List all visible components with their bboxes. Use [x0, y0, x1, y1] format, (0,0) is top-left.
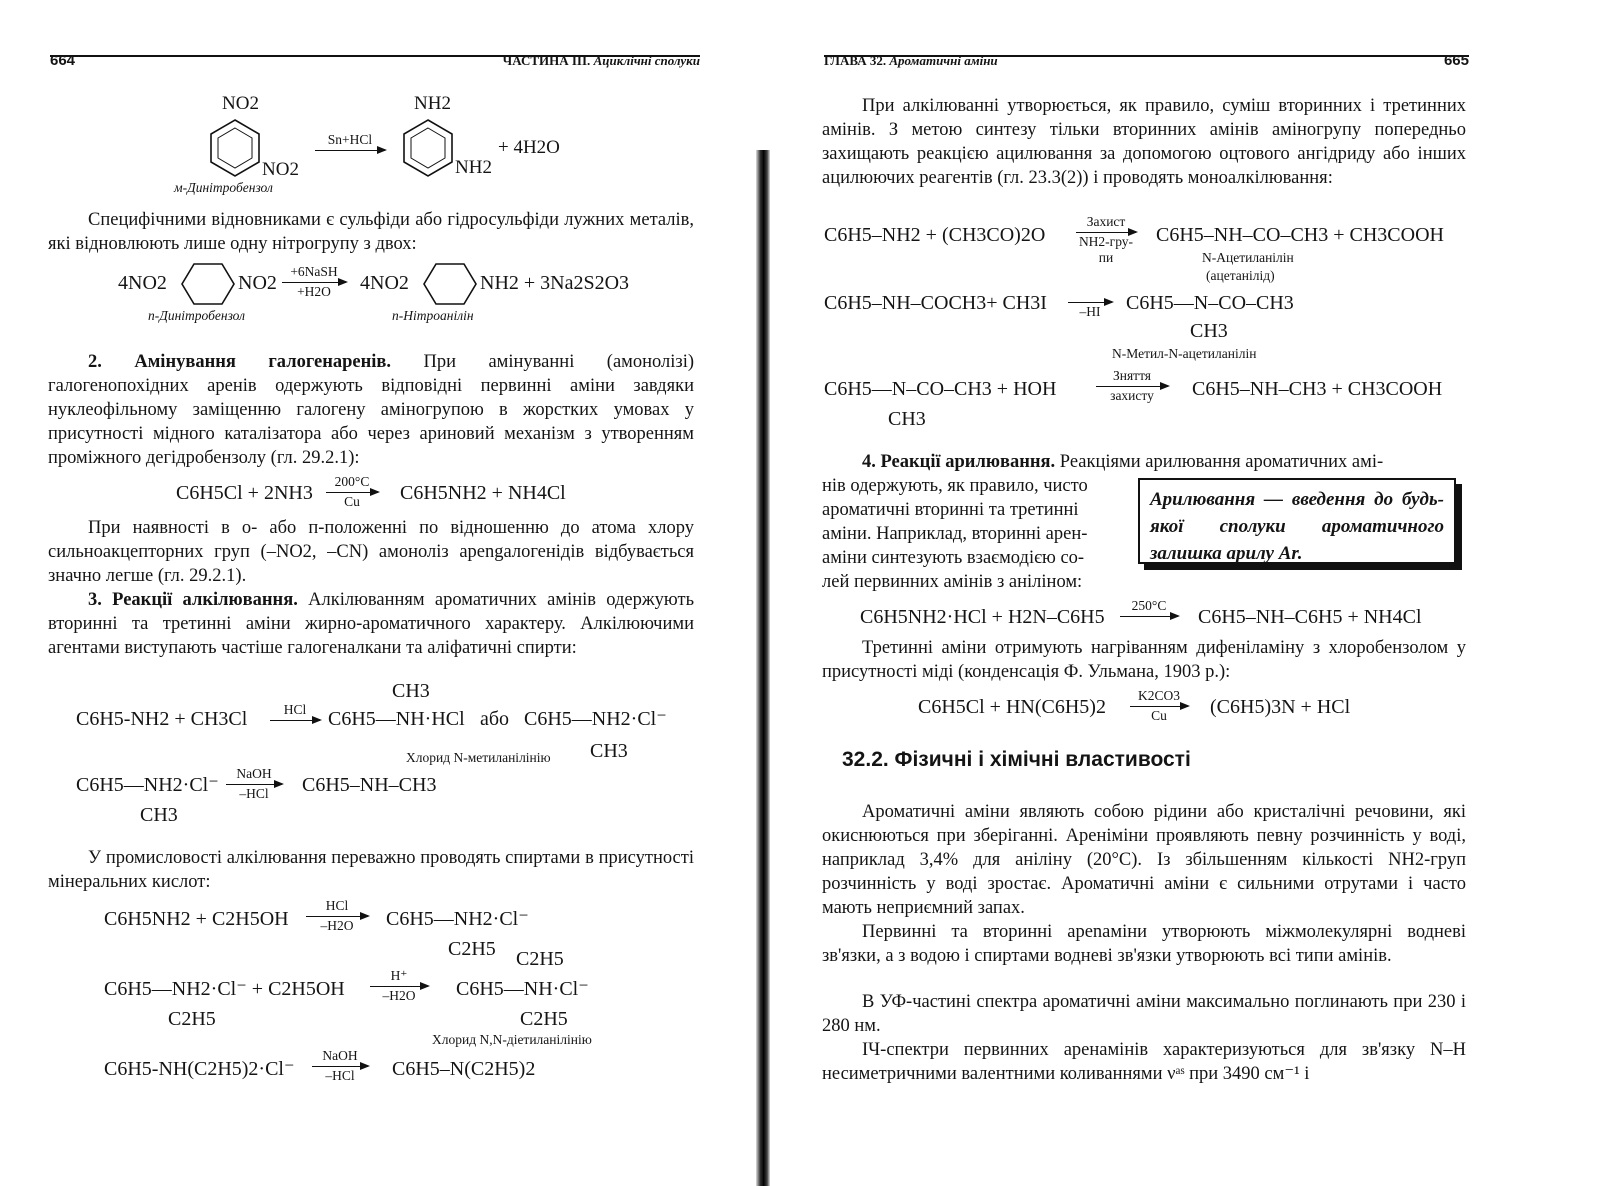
r3-right: C6H5–NH–CH3 + CH3COOH — [1192, 378, 1443, 400]
reaction-arrow — [312, 1066, 368, 1067]
section4-title: 4. Реакції арилювання. — [862, 452, 1056, 472]
reaction-arrow — [1076, 232, 1136, 233]
ind1-right-bottom: C2H5 — [448, 938, 496, 960]
ind1-top: HCl — [325, 898, 349, 913]
reaction-arrow — [315, 150, 385, 151]
ar2-right: (C6H5)3N + HCl — [1210, 696, 1351, 718]
section4-line: аміни. Наприклад, вторинні арен- — [822, 524, 1088, 544]
nitro-reactant-left: 4NO2 — [118, 272, 167, 294]
r1-right: C6H5–NH–CO–CH3 + CH3COOH — [1156, 224, 1444, 246]
alk1-right-bottom: CH3 — [590, 740, 628, 762]
ind2-left-bottom: C2H5 — [168, 1008, 216, 1030]
ind3-top: NaOH — [322, 1048, 358, 1063]
r2-caption: N-Метил-N-ацетиланілін — [1112, 346, 1257, 361]
ind2-right-top: C2H5 — [516, 948, 564, 970]
dinitro-byproduct: + 4H2O — [498, 137, 560, 158]
para-specific: Специфічними відновниками є сульфіди або гідросульфіди лужних металів, які відновлюють лише одну нітрогрупу з двох: — [48, 210, 694, 254]
r3-top: Зняття — [1112, 368, 1152, 383]
r1-caption1: N-Ацетиланілін — [1202, 250, 1294, 265]
alk1-caption: Хлорид N-метиланілінію — [406, 750, 551, 765]
right-running-title: ГЛАВА 32. Ароматичні аміни — [824, 53, 998, 68]
alk1-reagent: HCl — [283, 702, 307, 717]
alk1-mid-top: CH3 — [392, 680, 430, 702]
para-phys2: Первинні та вторинні ареnаміни утворюють міжмолекулярні водневі зв'язки, а з водою і спиртами водневі зв'язки утворюють всі типи амінів. — [822, 922, 1466, 966]
para-alkyl: При алкілюванні утворюється, як правило, суміш вторинних і третинних амінів. З метою синтезу тільки вторинних амінів аміногрупу попередньо захищають реакцією ацилювання за допомогою оцтового ангідриду або інших ацилюючих реагентів (гл. 23.3(2)) і проводять моноалкілювання: — [822, 96, 1466, 188]
ar2-bottom: Cu — [1151, 708, 1167, 723]
section3-paragraph: 3. Реакції алкілювання. Алкілюванням ароматичних амінів одержують вторинні та третинні аміни жирно-ароматичного характеру. Алкілюючими агентами виступають частіше галогеналкани та аліфатичні спирти: — [48, 590, 695, 658]
nitro-reagent-bottom: +H2O — [297, 284, 331, 299]
section-title: 32.2. Фізичні і хімічні властивості — [842, 748, 1191, 771]
nitro-caption-left: п-Динітробензол — [148, 308, 245, 323]
para-phys3: В УФ-частині спектра ароматичні аміни максимально поглинають при 230 і 280 нм. — [822, 992, 1466, 1036]
ind2-top: H⁺ — [390, 968, 408, 983]
r2-left: C6H5–NH–COCH3+ CH3I — [824, 292, 1047, 314]
ind3-left: C6H5-NH(C2H5)2·Cl⁻ — [104, 1058, 295, 1080]
ar2-left: C6H5Cl + HN(C6H5)2 — [918, 696, 1106, 718]
ind2-right: C6H5—NH·Cl⁻ — [456, 978, 589, 1000]
ind2-bottom: –H2O — [382, 988, 416, 1003]
section4-paragraph: 4. Реакції арилювання. Реакціями арилювання ароматичних амі- — [862, 452, 1384, 472]
reaction-arrow — [370, 986, 428, 987]
ind3-bottom: –HCl — [325, 1068, 355, 1083]
reaction-arrow — [306, 916, 368, 917]
right-page-number: 665 — [1443, 52, 1469, 69]
alk2-left: C6H5—NH2·Cl⁻ — [76, 774, 219, 796]
r3-bottom: захисту — [1110, 388, 1154, 403]
alk1-left: C6H5-NH2 + CH3Cl — [76, 708, 248, 730]
nitro-product-left: 4NO2 — [360, 272, 409, 294]
section2-title: 2. Амінування галогенаренів. — [88, 352, 392, 372]
section4-line: ароматичні вторинні та третинні — [822, 500, 1079, 520]
benzene-ring — [180, 262, 236, 306]
dinitro-caption: м-Динітробензол — [174, 180, 273, 195]
r1-caption2: (ацетанілід) — [1206, 268, 1275, 283]
reaction-arrow — [226, 784, 282, 785]
left-page — [0, 0, 760, 1186]
para-industry: У промисловості алкілювання переважно проводять спиртами в присутності мінеральних кислот: — [48, 848, 694, 892]
nitro-reactant-right: NO2 — [238, 272, 277, 294]
ar1-left: C6H5NH2·HCl + H2N–C6H5 — [860, 606, 1105, 628]
ind3-right: C6H5–N(C2H5)2 — [392, 1058, 536, 1080]
reaction-arrow — [1096, 386, 1168, 387]
reaction-arrow — [270, 720, 320, 721]
ind2-caption: Хлорид N,N-діетиланілінію — [432, 1032, 592, 1047]
r1-left: C6H5–NH2 + (CH3CO)2O — [824, 224, 1046, 246]
definition-box: Арилювання — введення до будь-якої сполуки ароматичного залишка арилу Ar. — [1138, 478, 1456, 564]
dinitro-group2: NO2 — [262, 159, 299, 180]
para-phys4: ІЧ-спектри первинних аренамінів характеризуються для зв'язку N–H несиметричними валентними коливаннями νᵃˢ при 3490 см⁻¹ і — [822, 1040, 1466, 1084]
reaction-arrow — [1130, 706, 1188, 707]
nitro-caption-right: п-Нітроанілін — [392, 308, 474, 323]
nitro-product-right: NH2 + 3Na2S2O3 — [480, 272, 630, 294]
section4-line: лей первинних амінів з аніліном: — [822, 572, 1083, 592]
ind2-left: C6H5—NH2·Cl⁻ + C2H5OH — [104, 978, 345, 1000]
amination-left: C6H5Cl + 2NH3 — [176, 482, 313, 504]
r3-left: C6H5—N–CO–CH3 + HOH — [824, 378, 1057, 400]
ind1-right: C6H5—NH2·Cl⁻ — [386, 908, 529, 930]
r2-bottom: –HI — [1079, 304, 1101, 319]
diamine-group2: NH2 — [455, 157, 492, 178]
reaction-arrow — [1068, 302, 1112, 303]
alk2-top: NaOH — [236, 766, 272, 781]
r1-bottom: NH2-гру- — [1078, 234, 1134, 249]
alk2-bottom: –HCl — [239, 786, 269, 801]
benzene-ring — [422, 262, 478, 306]
reaction-arrow — [1120, 616, 1178, 617]
alk1-right: C6H5—NH2·Cl⁻ — [524, 708, 667, 730]
ar2-top: K2CO3 — [1137, 688, 1180, 703]
alk2-right: C6H5–NH–CH3 — [302, 774, 437, 796]
reaction-arrow — [326, 492, 378, 493]
para-phys1: Ароматичні аміни являють собою рідини або кристалічні речовини, які окиснюються при зберіганні. Ареніміни проявляють певну розчинність у воді, наприклад 3,4% для аніліну (20°С). Із збільшенням кількості NH2-груп розчинність у воді зростає. Ароматичні аміни є сильними отрутами і часто мають неприємний запах. — [822, 802, 1466, 918]
amination-right: C6H5NH2 + NH4Cl — [400, 482, 566, 504]
section4-line: аміни синтезують взаємодією со- — [822, 548, 1085, 568]
alk1-or: або — [480, 708, 510, 730]
r1-bottom2: пи — [1098, 250, 1114, 265]
reaction-arrow — [282, 282, 346, 283]
ind1-left: C6H5NH2 + C2H5OH — [104, 908, 289, 930]
r1-top: Захист — [1086, 214, 1126, 229]
benzene-ring — [398, 118, 458, 178]
dinitro-reagent: Sn+HCl — [327, 132, 373, 147]
ind1-bottom: –H2O — [320, 918, 354, 933]
right-page — [780, 0, 1600, 1186]
alk2-left-bottom: CH3 — [140, 804, 178, 826]
section3-title: 3. Реакції алкілювання. — [88, 590, 298, 610]
diamine-group1: NH2 — [414, 93, 451, 114]
para-tertiary: Третинні аміни отримують нагріванням дифеніламіну з хлоробензолом у присутності міді (конденсація Ф. Ульмана, 1903 р.): — [822, 638, 1466, 682]
alk1-mid: C6H5—NH·HCl — [328, 708, 465, 730]
nitro-reagent-top: +6NaSH — [290, 264, 338, 279]
r2-right: C6H5—N–CO–CH3 — [1126, 292, 1294, 314]
ar1-top: 250°C — [1131, 598, 1167, 613]
book-spine — [756, 150, 770, 1186]
left-page-number: 664 — [50, 52, 76, 69]
left-running-head — [50, 52, 700, 69]
section2-paragraph: 2. Амінування галогенаренів. При амінуванні (амонолізі) галогенопохідних аренів одержують відповідні первинні аміни завдяки нуклеофільному заміщенню галогену аміногрупою в жорстких умовах у присутності мідного каталізатора або через ариновий механізм з утворенням проміжного дегідробензолу (гл. 29.2.1): — [48, 352, 695, 468]
ar1-right: C6H5–NH–C6H5 + NH4Cl — [1198, 606, 1422, 628]
section4-line: нів одержують, як правило, чисто — [822, 476, 1088, 496]
ind2-right-bottom: C2H5 — [520, 1008, 568, 1030]
left-running-title: ЧАСТИНА III. Ациклічні сполуки — [502, 53, 700, 68]
amination-bottom: Cu — [344, 494, 360, 509]
amination-top: 200°C — [334, 474, 370, 489]
benzene-ring — [205, 118, 265, 178]
r3-left-bottom: CH3 — [888, 408, 926, 430]
right-running-head — [824, 52, 1469, 69]
dinitro-group1: NO2 — [222, 93, 259, 114]
r2-right-bottom: CH3 — [1190, 320, 1228, 342]
para-ortho: При наявності в о- або п-положенні по відношенню до атома хлору сильноакцепторних груп (–NO2, –CN) амоноліз арengалогенідів відбувається значно легше (гл. 29.2.1). — [48, 518, 694, 586]
